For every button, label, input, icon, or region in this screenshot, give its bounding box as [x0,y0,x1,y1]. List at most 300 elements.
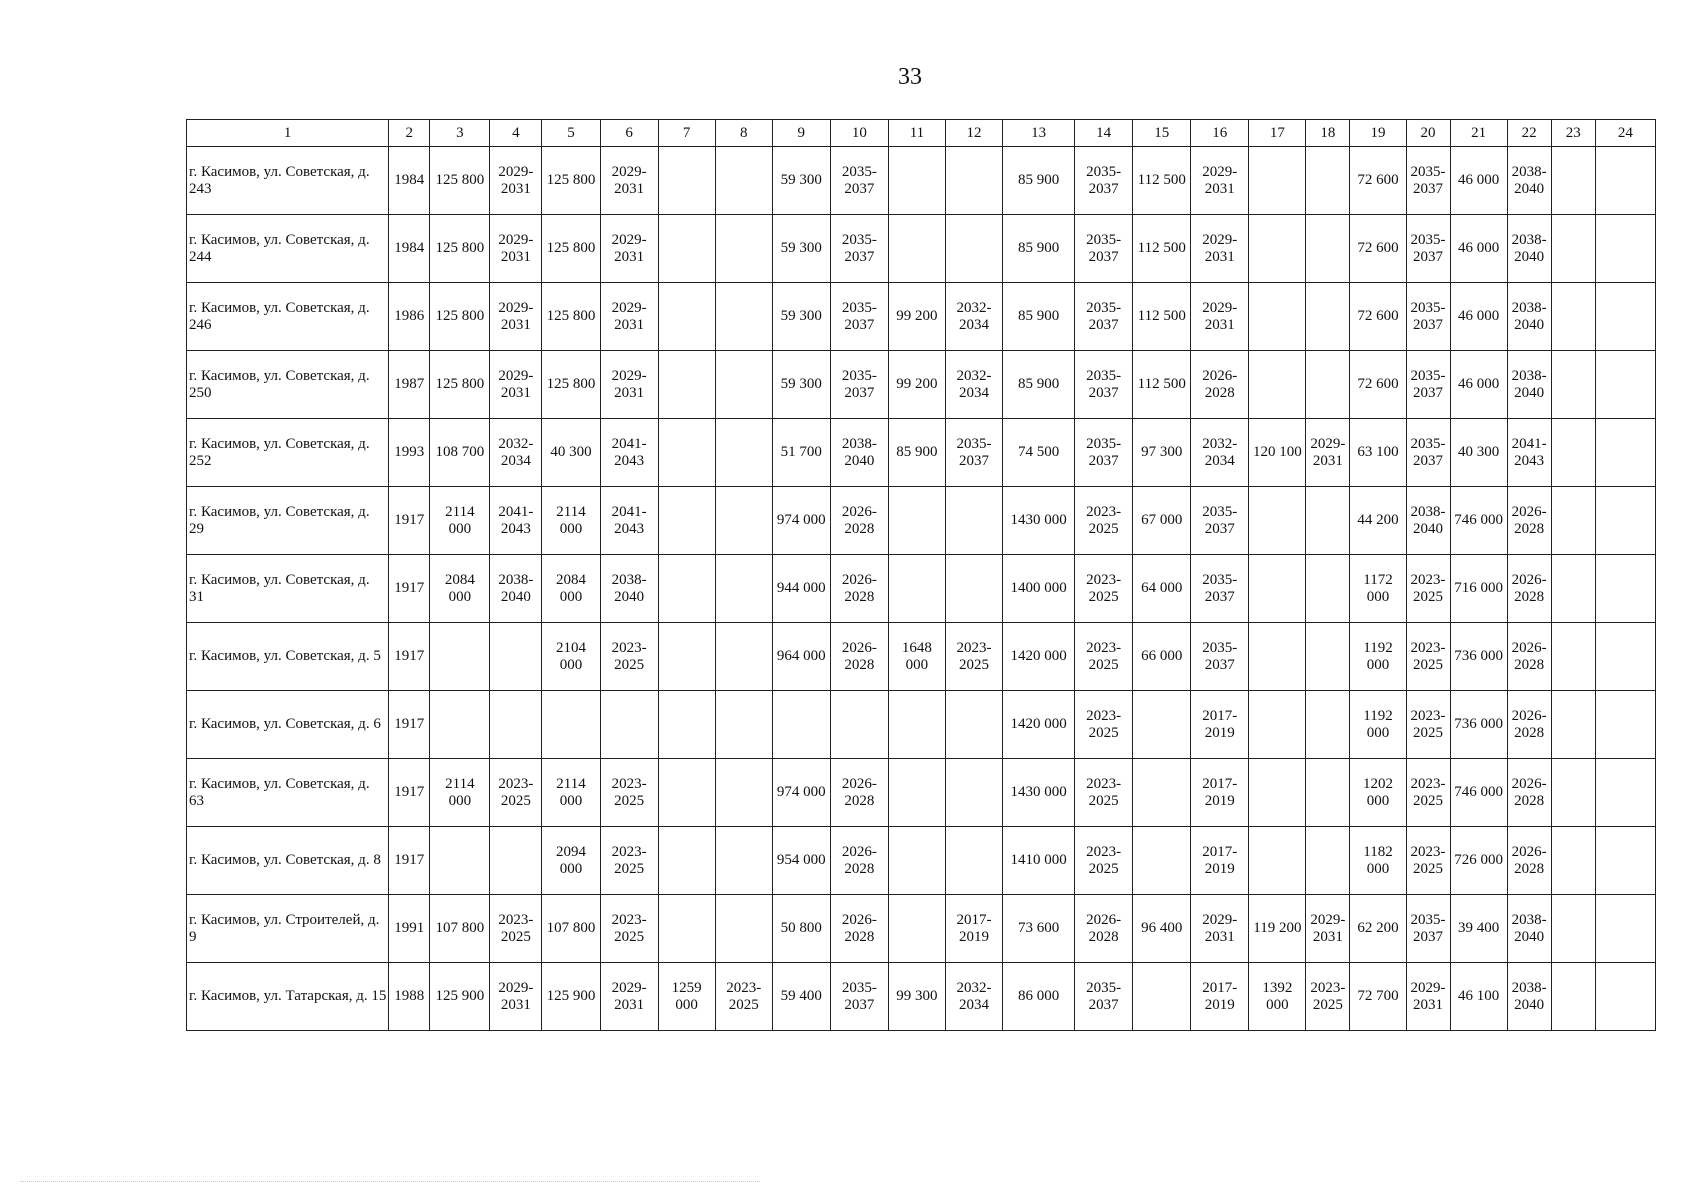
column-number-4: 4 [490,120,542,147]
table-cell: 108 700 [430,419,490,487]
table-cell [1249,623,1306,691]
table-cell: 2041- 2043 [1507,419,1551,487]
column-number-20: 20 [1406,120,1450,147]
table-cell: 40 300 [1450,419,1507,487]
column-number-12: 12 [945,120,1002,147]
table-cell: 1988 [389,963,430,1031]
table-cell [1595,963,1655,1031]
table-cell [1249,555,1306,623]
table-cell: 2035- 2037 [1075,147,1133,215]
table-cell: 74 500 [1003,419,1075,487]
table-cell [1595,623,1655,691]
table-cell: 44 200 [1350,487,1406,555]
table-cell: 2017- 2019 [1191,963,1249,1031]
table-cell: 2038- 2040 [600,555,658,623]
table-cell: 125 900 [430,963,490,1031]
table-cell: 2026- 2028 [830,623,888,691]
table-cell [1133,827,1191,895]
table-cell: 112 500 [1133,351,1191,419]
table-cell [1306,759,1350,827]
table-cell [1551,759,1595,827]
table-cell [1595,827,1655,895]
table-row [187,283,1656,351]
table-cell: 2035- 2037 [945,419,1002,487]
table-cell [1306,351,1350,419]
address-cell: г. Касимов, ул. Советская, д. 5 [187,623,389,691]
table-cell [888,487,945,555]
table-cell [1306,215,1350,283]
table-cell: 1917 [389,691,430,759]
table-cell [888,555,945,623]
table-cell [1306,147,1350,215]
table-cell: 1202 000 [1350,759,1406,827]
table-cell: 2084 000 [542,555,600,623]
table-cell [1595,147,1655,215]
table-cell [1551,351,1595,419]
table-cell: 112 500 [1133,215,1191,283]
table-row [187,963,1656,1031]
table-cell: 1259 000 [658,963,715,1031]
table-cell: 716 000 [1450,555,1507,623]
column-number-10: 10 [830,120,888,147]
table-cell: 2026- 2028 [1507,487,1551,555]
table-cell: 1991 [389,895,430,963]
table-cell: 59 300 [772,283,830,351]
table-cell [658,691,715,759]
table-cell [1551,895,1595,963]
table-cell [945,215,1002,283]
table-cell [715,623,772,691]
table-cell [1249,759,1306,827]
table-cell: 2023- 2025 [1075,555,1133,623]
column-number-15: 15 [1133,120,1191,147]
table-cell: 2023- 2025 [1406,759,1450,827]
table-cell [945,555,1002,623]
table-cell: 2035- 2037 [1406,895,1450,963]
table-cell: 112 500 [1133,283,1191,351]
table-cell: 2029- 2031 [490,283,542,351]
table-cell: 2029- 2031 [600,351,658,419]
table-cell [1133,759,1191,827]
table-cell: 2035- 2037 [1075,351,1133,419]
table-cell [430,691,490,759]
column-number-6: 6 [600,120,658,147]
table-cell: 2023- 2025 [600,895,658,963]
table-cell [658,283,715,351]
column-number-21: 21 [1450,120,1507,147]
table-cell: 125 800 [542,283,600,351]
table-cell: 2029- 2031 [600,147,658,215]
table-cell: 736 000 [1450,623,1507,691]
table-cell: 107 800 [430,895,490,963]
table-cell: 2026- 2028 [830,895,888,963]
table-row [187,759,1656,827]
table-cell [1595,283,1655,351]
table-cell: 120 100 [1249,419,1306,487]
table-cell: 2038- 2040 [490,555,542,623]
table-cell: 46 100 [1450,963,1507,1031]
table-cell: 2038- 2040 [1406,487,1450,555]
table-cell: 39 400 [1450,895,1507,963]
table-cell [1249,691,1306,759]
column-number-13: 13 [1003,120,1075,147]
column-number-14: 14 [1075,120,1133,147]
table-cell [490,827,542,895]
table-cell [658,623,715,691]
table-cell: 2029- 2031 [1191,147,1249,215]
table-cell [1551,283,1595,351]
table-cell [715,283,772,351]
address-cell: г. Касимов, ул. Татарская, д. 15 [187,963,389,1031]
address-cell: г. Касимов, ул. Советская, д. 29 [187,487,389,555]
table-cell: 99 200 [888,351,945,419]
table-cell: 2023- 2025 [600,623,658,691]
table-cell: 1182 000 [1350,827,1406,895]
table-cell [1551,827,1595,895]
table-cell [1551,487,1595,555]
table-cell: 2114 000 [430,487,490,555]
table-cell: 2032- 2034 [1191,419,1249,487]
table-cell [888,691,945,759]
table-cell: 2041- 2043 [600,419,658,487]
table-cell: 1392 000 [1249,963,1306,1031]
table-cell [888,759,945,827]
address-cell: г. Касимов, ул. Советская, д. 252 [187,419,389,487]
column-number-11: 11 [888,120,945,147]
table-cell [658,827,715,895]
table-cell: 2017- 2019 [1191,691,1249,759]
column-number-8: 8 [715,120,772,147]
table-cell: 2026- 2028 [1507,759,1551,827]
table-cell: 107 800 [542,895,600,963]
table-cell: 2114 000 [542,759,600,827]
table-cell [715,827,772,895]
address-cell: г. Касимов, ул. Советская, д. 244 [187,215,389,283]
table-cell: 2026- 2028 [830,827,888,895]
table-cell: 2032- 2034 [945,283,1002,351]
table-cell: 72 600 [1350,283,1406,351]
column-number-2: 2 [389,120,430,147]
table-cell: 2029- 2031 [1191,895,1249,963]
table-cell: 2035- 2037 [1406,283,1450,351]
table-cell: 72 600 [1350,147,1406,215]
table-cell: 2023- 2025 [1406,691,1450,759]
table-cell [1249,351,1306,419]
table-cell: 1172 000 [1350,555,1406,623]
table-cell: 2035- 2037 [1406,147,1450,215]
table-cell: 2114 000 [542,487,600,555]
table-cell: 2035- 2037 [1075,419,1133,487]
table-cell: 46 000 [1450,283,1507,351]
table-cell [1551,147,1595,215]
table-cell: 2023- 2025 [1075,623,1133,691]
table-cell [1595,351,1655,419]
table-cell: 1986 [389,283,430,351]
address-cell: г. Касимов, ул. Советская, д. 250 [187,351,389,419]
table-cell [772,691,830,759]
table-cell: 2032- 2034 [490,419,542,487]
table-row [187,487,1656,555]
table-cell: 2041- 2043 [600,487,658,555]
table-cell: 2026- 2028 [830,759,888,827]
table-cell: 2026- 2028 [830,555,888,623]
table-cell: 67 000 [1133,487,1191,555]
table-cell: 2029- 2031 [1406,963,1450,1031]
table-cell: 2038- 2040 [1507,147,1551,215]
column-number-5: 5 [542,120,600,147]
table-cell [1551,555,1595,623]
table-cell [888,215,945,283]
table-cell [1249,283,1306,351]
table-cell: 2023- 2025 [1406,555,1450,623]
table-cell: 1420 000 [1003,623,1075,691]
table-cell: 2035- 2037 [830,963,888,1031]
table-cell [945,691,1002,759]
table-cell: 2017- 2019 [1191,759,1249,827]
table-cell: 2023- 2025 [1075,759,1133,827]
table-cell: 974 000 [772,487,830,555]
table-cell: 46 000 [1450,351,1507,419]
table-cell [715,419,772,487]
table-cell: 50 800 [772,895,830,963]
table-cell [430,827,490,895]
address-cell: г. Касимов, ул. Строителей, д. 9 [187,895,389,963]
table-cell: 2023- 2025 [1406,623,1450,691]
table-cell: 954 000 [772,827,830,895]
table-cell [1595,419,1655,487]
table-cell: 1430 000 [1003,487,1075,555]
table-cell: 2035- 2037 [1191,555,1249,623]
table-cell [1595,691,1655,759]
column-number-18: 18 [1306,120,1350,147]
table-cell [1306,827,1350,895]
table-cell [1133,963,1191,1031]
table-cell [1595,759,1655,827]
table-cell: 66 000 [1133,623,1191,691]
table-cell [1551,623,1595,691]
table-cell: 2026- 2028 [1507,623,1551,691]
table-cell: 2029- 2031 [600,283,658,351]
table-cell [1595,895,1655,963]
table-cell: 2032- 2034 [945,351,1002,419]
table-cell [542,691,600,759]
table-cell: 1993 [389,419,430,487]
table-cell: 2035- 2037 [830,283,888,351]
table-cell: 2029- 2031 [600,215,658,283]
table-cell: 85 900 [1003,351,1075,419]
table-cell: 746 000 [1450,487,1507,555]
table-cell [430,623,490,691]
table-cell: 1648 000 [888,623,945,691]
table-cell: 2029- 2031 [490,147,542,215]
table-cell: 974 000 [772,759,830,827]
table-cell: 2023- 2025 [490,895,542,963]
table-cell: 2026- 2028 [830,487,888,555]
table-cell: 1917 [389,759,430,827]
table-cell: 1987 [389,351,430,419]
table-cell [1249,827,1306,895]
table-cell: 112 500 [1133,147,1191,215]
table-cell [658,895,715,963]
table-cell: 2035- 2037 [1075,283,1133,351]
column-number-9: 9 [772,120,830,147]
table-cell [490,691,542,759]
table-cell: 2029- 2031 [1191,215,1249,283]
table-cell [1249,215,1306,283]
table-cell [888,827,945,895]
table-cell [715,487,772,555]
column-number-24: 24 [1595,120,1655,147]
table-cell: 2029- 2031 [490,963,542,1031]
table-cell: 2035- 2037 [830,147,888,215]
table-cell [1551,691,1595,759]
table-cell: 2029- 2031 [1306,895,1350,963]
table-cell: 2023- 2025 [1075,487,1133,555]
table-cell: 2023- 2025 [600,827,658,895]
column-number-23: 23 [1551,120,1595,147]
table-cell: 72 600 [1350,351,1406,419]
table-cell [945,759,1002,827]
table-cell: 59 400 [772,963,830,1031]
table-cell: 944 000 [772,555,830,623]
table-cell: 46 000 [1450,147,1507,215]
address-cell: г. Касимов, ул. Советская, д. 31 [187,555,389,623]
table-cell: 2038- 2040 [1507,283,1551,351]
table-cell: 2017- 2019 [945,895,1002,963]
table-cell: 2084 000 [430,555,490,623]
table-cell: 85 900 [1003,215,1075,283]
column-number-3: 3 [430,120,490,147]
table-cell: 1400 000 [1003,555,1075,623]
address-cell: г. Касимов, ул. Советская, д. 8 [187,827,389,895]
table-cell [1133,691,1191,759]
scan-artifact-line [20,1181,760,1182]
table-cell: 2023- 2025 [1306,963,1350,1031]
table-cell: 2029- 2031 [1306,419,1350,487]
table-cell: 96 400 [1133,895,1191,963]
table-cell: 40 300 [542,419,600,487]
table-cell: 62 200 [1350,895,1406,963]
table-cell: 746 000 [1450,759,1507,827]
table-cell: 125 800 [430,351,490,419]
table-cell: 1917 [389,487,430,555]
table-cell: 125 800 [542,215,600,283]
table-cell: 1410 000 [1003,827,1075,895]
table-cell: 86 000 [1003,963,1075,1031]
table-cell: 2035- 2037 [1406,419,1450,487]
table-cell: 2035- 2037 [1406,351,1450,419]
table-cell: 2029- 2031 [490,351,542,419]
table-cell: 2026- 2028 [1191,351,1249,419]
table-cell [1551,215,1595,283]
table-cell [1595,487,1655,555]
table-row [187,895,1656,963]
table-cell [1306,487,1350,555]
table-cell: 2032- 2034 [945,963,1002,1031]
address-cell: г. Касимов, ул. Советская, д. 63 [187,759,389,827]
table-cell: 2029- 2031 [600,963,658,1031]
table-cell: 2026- 2028 [1507,691,1551,759]
table-cell: 1984 [389,147,430,215]
table-cell: 125 900 [542,963,600,1031]
table-cell [658,419,715,487]
table-row [187,555,1656,623]
table-cell [1306,623,1350,691]
table-cell [1595,215,1655,283]
page-number: 33 [898,64,922,90]
column-number-header-row [187,120,1656,147]
table-cell [945,487,1002,555]
table-cell [715,147,772,215]
address-cell: г. Касимов, ул. Советская, д. 6 [187,691,389,759]
table-cell: 2114 000 [430,759,490,827]
table-cell [715,351,772,419]
table-cell [490,623,542,691]
table-cell: 2023- 2025 [1406,827,1450,895]
table-cell: 736 000 [1450,691,1507,759]
table-cell: 2026- 2028 [1507,827,1551,895]
table-cell [1249,147,1306,215]
capital-repair-schedule-table [186,119,1656,1031]
table-cell: 64 000 [1133,555,1191,623]
table-cell: 97 300 [1133,419,1191,487]
table-cell: 2035- 2037 [1406,215,1450,283]
table-cell: 51 700 [772,419,830,487]
table-cell: 2023- 2025 [1075,827,1133,895]
table-cell: 2035- 2037 [1075,963,1133,1031]
table-cell [715,691,772,759]
table-cell [945,147,1002,215]
table-cell: 2023- 2025 [945,623,1002,691]
table-cell: 125 800 [430,283,490,351]
table-cell: 2104 000 [542,623,600,691]
table-cell [1595,555,1655,623]
table-cell [658,147,715,215]
table-cell: 2038- 2040 [1507,215,1551,283]
table-cell: 2026- 2028 [1075,895,1133,963]
table-cell: 63 100 [1350,419,1406,487]
table-cell: 1192 000 [1350,691,1406,759]
table-cell: 1917 [389,623,430,691]
table-cell: 85 900 [1003,283,1075,351]
table-cell: 85 900 [888,419,945,487]
table-cell: 1917 [389,555,430,623]
table-cell: 2017- 2019 [1191,827,1249,895]
table-cell [658,215,715,283]
table-cell: 2023- 2025 [600,759,658,827]
table-cell: 2038- 2040 [1507,963,1551,1031]
table-cell [1249,487,1306,555]
table-cell [658,351,715,419]
table-cell [1306,283,1350,351]
table-cell: 125 800 [542,147,600,215]
table-cell [1306,555,1350,623]
table-cell: 2035- 2037 [1191,487,1249,555]
table-cell: 2035- 2037 [830,215,888,283]
table-cell [945,827,1002,895]
table-cell: 2026- 2028 [1507,555,1551,623]
table-cell [1551,419,1595,487]
table-cell: 72 600 [1350,215,1406,283]
table-row [187,215,1656,283]
table-cell: 125 800 [542,351,600,419]
table-cell [658,555,715,623]
table-cell: 1984 [389,215,430,283]
column-number-22: 22 [1507,120,1551,147]
column-number-7: 7 [658,120,715,147]
table-cell [715,895,772,963]
table-row [187,827,1656,895]
